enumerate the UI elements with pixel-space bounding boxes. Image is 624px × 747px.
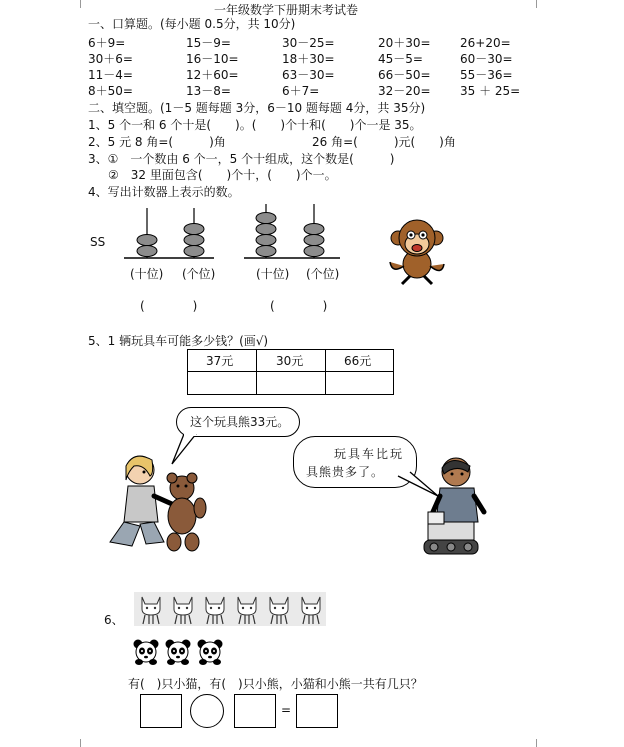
math-item: 32－20= <box>378 84 431 98</box>
cat-icon <box>296 593 326 628</box>
question-1: 1、5 个一和 6 个十是( )。( )个十和( )个一是 35。 <box>88 118 422 132</box>
girl-with-teddy-bear-illustration <box>104 446 214 556</box>
abacus-1-label-tens: (十位) <box>130 267 164 281</box>
question-6-text: 有( )只小猫，有( )只小熊，小猫和小熊一共有几只？ <box>128 677 423 691</box>
boy-with-toy-truck-illustration <box>418 456 490 560</box>
abacus-2-label-tens: (十位) <box>256 267 290 281</box>
math-item: 16－10= <box>186 52 239 66</box>
abacus-bead <box>256 213 276 224</box>
abacus-1-label-ones: (个位) <box>182 267 216 281</box>
question-5: 5、1 辆玩具车可能多少钱？(画√) <box>88 334 269 348</box>
cat-icon <box>200 593 230 628</box>
abacus-bead <box>304 224 324 235</box>
panda-pictures <box>132 638 228 668</box>
question-4: 4、写出计数器上表示的数。 <box>88 185 240 199</box>
math-item: 11－4= <box>88 68 133 82</box>
question-2a: 2、5 元 8 角=( )角 <box>88 135 226 149</box>
answer-cell-37[interactable] <box>190 373 253 392</box>
math-item: 45－5= <box>378 52 423 66</box>
abacus-1 <box>124 200 214 264</box>
abacus-bead <box>256 246 276 257</box>
speech-text-girl: 这个玩具熊33元。 <box>190 415 290 429</box>
math-item: 20＋30= <box>378 36 431 50</box>
question-3a: 3、① 一个数由 6 个一，5 个十组成，这个数是( ) <box>88 152 395 166</box>
math-item: 18＋30= <box>282 52 335 66</box>
math-item: 60－30= <box>460 52 513 66</box>
math-item: 63－30= <box>282 68 335 82</box>
abacus-bead <box>184 246 204 257</box>
cat-icon <box>168 593 198 628</box>
cat-pictures <box>134 592 326 626</box>
abacus-bead <box>137 246 157 257</box>
answer-cell-66[interactable] <box>328 373 391 392</box>
abacus-bead <box>304 246 324 257</box>
equation-box-1[interactable] <box>140 694 182 728</box>
abacus-2-label-ones: (个位) <box>306 267 340 281</box>
cat-icon <box>264 593 294 628</box>
math-item: 26+20= <box>460 36 511 50</box>
math-item: 15－9= <box>186 36 231 50</box>
equation-box-result[interactable] <box>296 694 338 728</box>
cat-icon <box>136 593 166 628</box>
math-item: 30－25= <box>282 36 335 50</box>
math-item: 35 ＋ 25= <box>460 84 521 98</box>
section2-heading: 二、填空题。(1－5 题每题 3分，6－10 题每题 4分，共 35分) <box>88 101 426 115</box>
equals-sign: = <box>281 703 292 717</box>
question-2b: 26 角=( )元( )角 <box>312 135 456 149</box>
speech-text-boy-line1: 玩具车比玩 <box>334 447 405 461</box>
answer-cell-30[interactable] <box>259 373 322 392</box>
margin-note: SS <box>90 235 106 249</box>
math-item: 8＋50= <box>88 84 133 98</box>
section1-heading: 一、口算题。(每小题 0.5分，共 10分) <box>88 17 296 31</box>
abacus-1-answer: ( ) <box>140 299 198 313</box>
panda-icon <box>164 638 192 669</box>
panda-icon <box>132 638 160 669</box>
price-option-3: 66元 <box>344 354 372 368</box>
math-item: 55－36= <box>460 68 513 82</box>
cat-icon <box>232 593 262 628</box>
price-option-2: 30元 <box>276 354 304 368</box>
abacus-bead <box>184 224 204 235</box>
equation-operator-circle[interactable] <box>190 694 224 728</box>
question-3b: ② 32 里面包含( )个十，( )个一。 <box>108 168 337 182</box>
math-item: 66－50= <box>378 68 431 82</box>
math-item: 6＋9= <box>88 36 126 50</box>
abacus-2 <box>244 200 340 264</box>
abacus-bead <box>137 235 157 246</box>
page-title: 一年级数学下册期末考试卷 <box>214 3 359 17</box>
abacus-bead <box>184 235 204 246</box>
panda-icon <box>196 638 224 669</box>
abacus-bead <box>256 224 276 235</box>
abacus-2-answer: ( ) <box>270 299 328 313</box>
abacus-bead <box>304 235 324 246</box>
question-6-number: 6、 <box>104 613 124 627</box>
math-item: 30＋6= <box>88 52 133 66</box>
abacus-bead <box>256 235 276 246</box>
math-item: 6＋7= <box>282 84 320 98</box>
monkey-illustration <box>386 214 448 286</box>
math-item: 12＋60= <box>186 68 239 82</box>
speech-text-boy-line2: 具熊贵多了。 <box>306 465 385 479</box>
equation-box-2[interactable] <box>234 694 276 728</box>
price-option-1: 37元 <box>206 354 234 368</box>
math-item: 13－8= <box>186 84 231 98</box>
